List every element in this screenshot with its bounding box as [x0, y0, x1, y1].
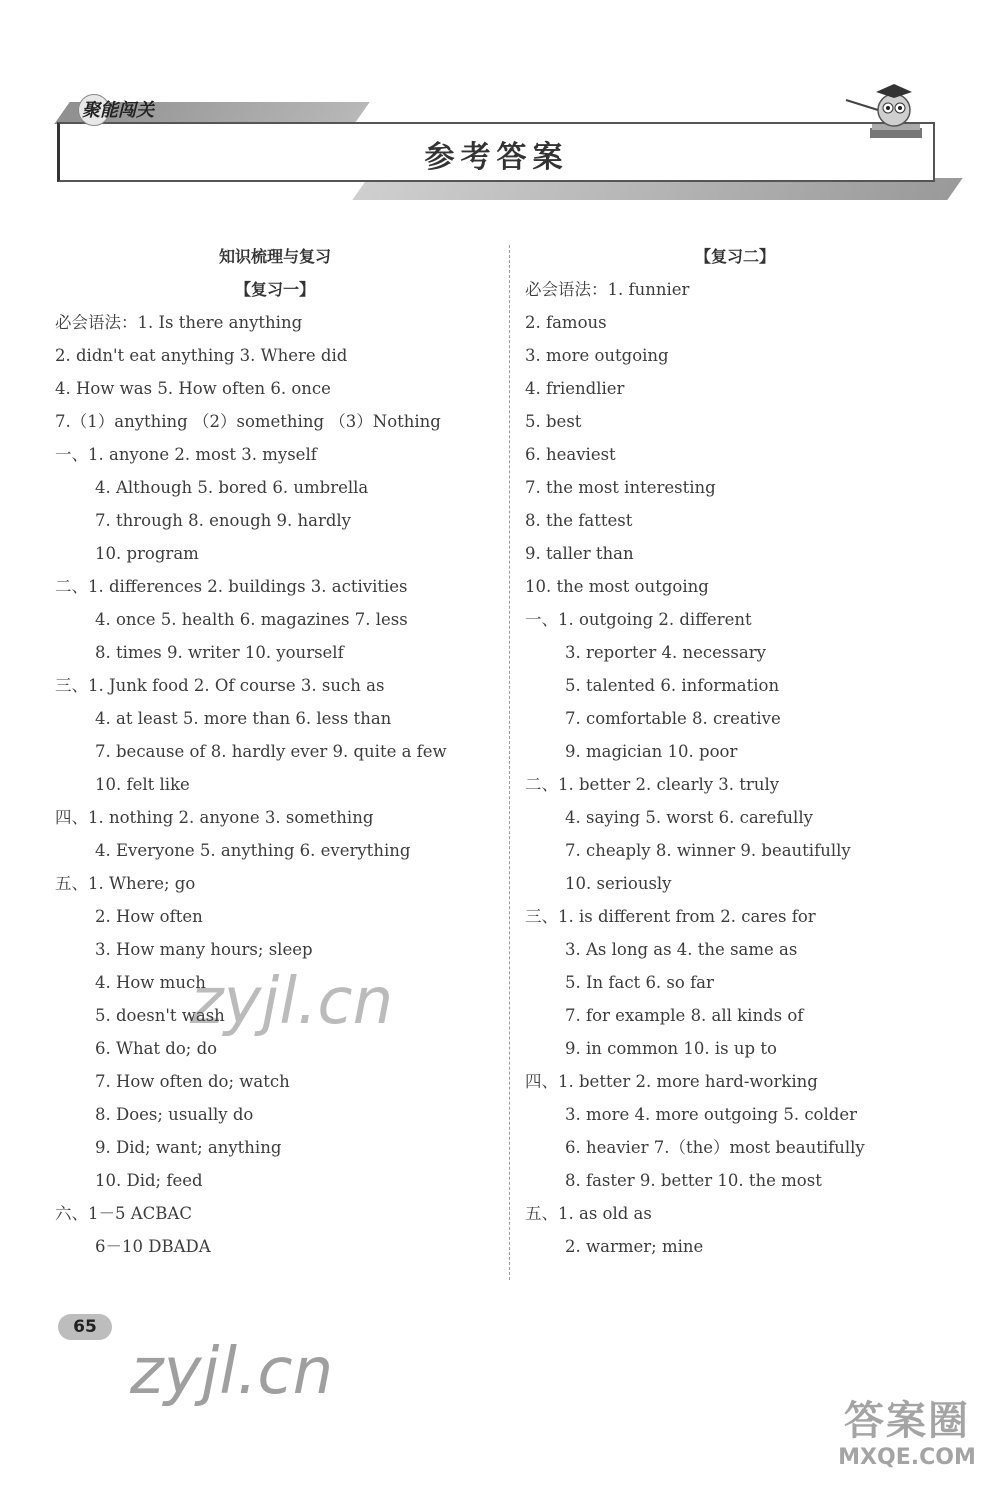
answer-line: 必会语法：1. Is there anything — [55, 313, 303, 332]
watermark: zyjl.cn — [130, 1335, 334, 1409]
answer-line: 2. How often — [95, 907, 203, 926]
section-title: 知识梳理与复习 — [218, 247, 331, 266]
left-column — [55, 240, 495, 1263]
answer-line: 4. friendlier — [525, 379, 625, 398]
answer-line: 6－10 DBADA — [95, 1237, 211, 1256]
answer-line: 5. best — [525, 412, 582, 431]
answer-line: 必会语法：1. funnier — [525, 280, 690, 299]
answer-line: 6. heavier 7.（the）most beautifully — [565, 1138, 865, 1157]
answer-line: 9. magician 10. poor — [565, 742, 738, 761]
answer-line: 8. times 9. writer 10. yourself — [95, 643, 344, 662]
watermark: zyjl.cn — [190, 965, 394, 1039]
answer-line: 10. program — [95, 544, 199, 563]
answer-line: 4. Everyone 5. anything 6. everything — [95, 841, 411, 860]
answer-line: 三、1. is different from 2. cares for — [525, 907, 816, 926]
answer-line: 8. faster 9. better 10. the most — [565, 1171, 822, 1190]
answer-line: 4. saying 5. worst 6. carefully — [565, 808, 813, 827]
answer-line: 10. Did; feed — [95, 1171, 203, 1190]
answer-line: 10. seriously — [565, 874, 672, 893]
answer-line: 6. What do; do — [95, 1039, 218, 1058]
answer-line: 7. How often do; watch — [95, 1072, 290, 1091]
answer-line: 4. Although 5. bored 6. umbrella — [95, 478, 369, 497]
answer-line: 10. the most outgoing — [525, 577, 709, 596]
answer-line: 7. for example 8. all kinds of — [565, 1006, 804, 1025]
header-banner — [57, 122, 935, 182]
answer-line: 4. at least 5. more than 6. less than — [95, 709, 392, 728]
stamp-url: MXQE.COM — [838, 1445, 976, 1470]
answer-line: 二、1. better 2. clearly 3. truly — [525, 775, 780, 794]
answer-line: 五、1. as old as — [525, 1204, 652, 1223]
answer-line: 7. the most interesting — [525, 478, 716, 497]
answer-line: 8. Does; usually do — [95, 1105, 254, 1124]
answer-line: 四、1. nothing 2. anyone 3. something — [55, 808, 374, 827]
answer-line: 一、1. outgoing 2. different — [525, 610, 752, 629]
answer-line: 一、1. anyone 2. most 3. myself — [55, 445, 317, 464]
answer-line: 3. reporter 4. necessary — [565, 643, 766, 662]
right-answer-list — [525, 273, 945, 1263]
page-number: 65 — [58, 1314, 112, 1340]
answer-line: 5. talented 6. information — [565, 676, 780, 695]
right-column — [525, 240, 945, 1263]
owl-mascot-icon — [842, 80, 932, 150]
answer-line: 4. How was 5. How often 6. once — [55, 379, 331, 398]
answer-line: 4. once 5. health 6. magazines 7. less — [95, 610, 408, 629]
answer-line: 四、1. better 2. more hard-working — [525, 1072, 818, 1091]
review-one-heading: 【复习一】 — [234, 280, 315, 299]
answer-line: 7.（1）anything （2）something （3）Nothing — [55, 412, 441, 431]
answer-line: 5. In fact 6. so far — [565, 973, 714, 992]
answer-line: 7. comfortable 8. creative — [565, 709, 781, 728]
answer-line: 三、1. Junk food 2. Of course 3. such as — [55, 676, 385, 695]
answer-line: 7. cheaply 8. winner 9. beautifully — [565, 841, 851, 860]
answer-line: 2. didn't eat anything 3. Where did — [55, 346, 348, 365]
answer-line: 9. Did; want; anything — [95, 1138, 282, 1157]
answer-line: 9. taller than — [525, 544, 634, 563]
review-two-heading: 【复习二】 — [694, 247, 775, 266]
answer-line: 10. felt like — [95, 775, 190, 794]
column-divider — [509, 245, 510, 1280]
answer-line: 五、1. Where; go — [55, 874, 196, 893]
answer-line: 9. in common 10. is up to — [565, 1039, 777, 1058]
answer-line: 7. because of 8. hardly ever 9. quite a few — [95, 742, 447, 761]
site-stamp — [822, 1398, 992, 1472]
answer-line: 7. through 8. enough 9. hardly — [95, 511, 351, 530]
answer-line: 5. doesn't wash — [95, 1006, 225, 1025]
answer-line: 3. more outgoing — [525, 346, 669, 365]
answer-line: 3. As long as 4. the same as — [565, 940, 798, 959]
answer-line: 4. How much — [95, 973, 206, 992]
answer-line: 二、1. differences 2. buildings 3. activities — [55, 577, 408, 596]
answer-line: 六、1－5 ACBAC — [55, 1204, 192, 1223]
answer-line: 2. famous — [525, 313, 607, 332]
answer-line: 6. heaviest — [525, 445, 616, 464]
brand-logo: 聚能闯关 — [82, 100, 154, 121]
answer-line: 2. warmer; mine — [565, 1237, 704, 1256]
answer-line: 3. more 4. more outgoing 5. colder — [565, 1105, 857, 1124]
answer-line: 8. the fattest — [525, 511, 633, 530]
answer-line: 3. How many hours; sleep — [95, 940, 313, 959]
left-answer-list — [55, 306, 495, 1263]
page-title: 参考答案 — [424, 140, 569, 175]
stamp-logo: 答案圈 — [844, 1398, 970, 1444]
